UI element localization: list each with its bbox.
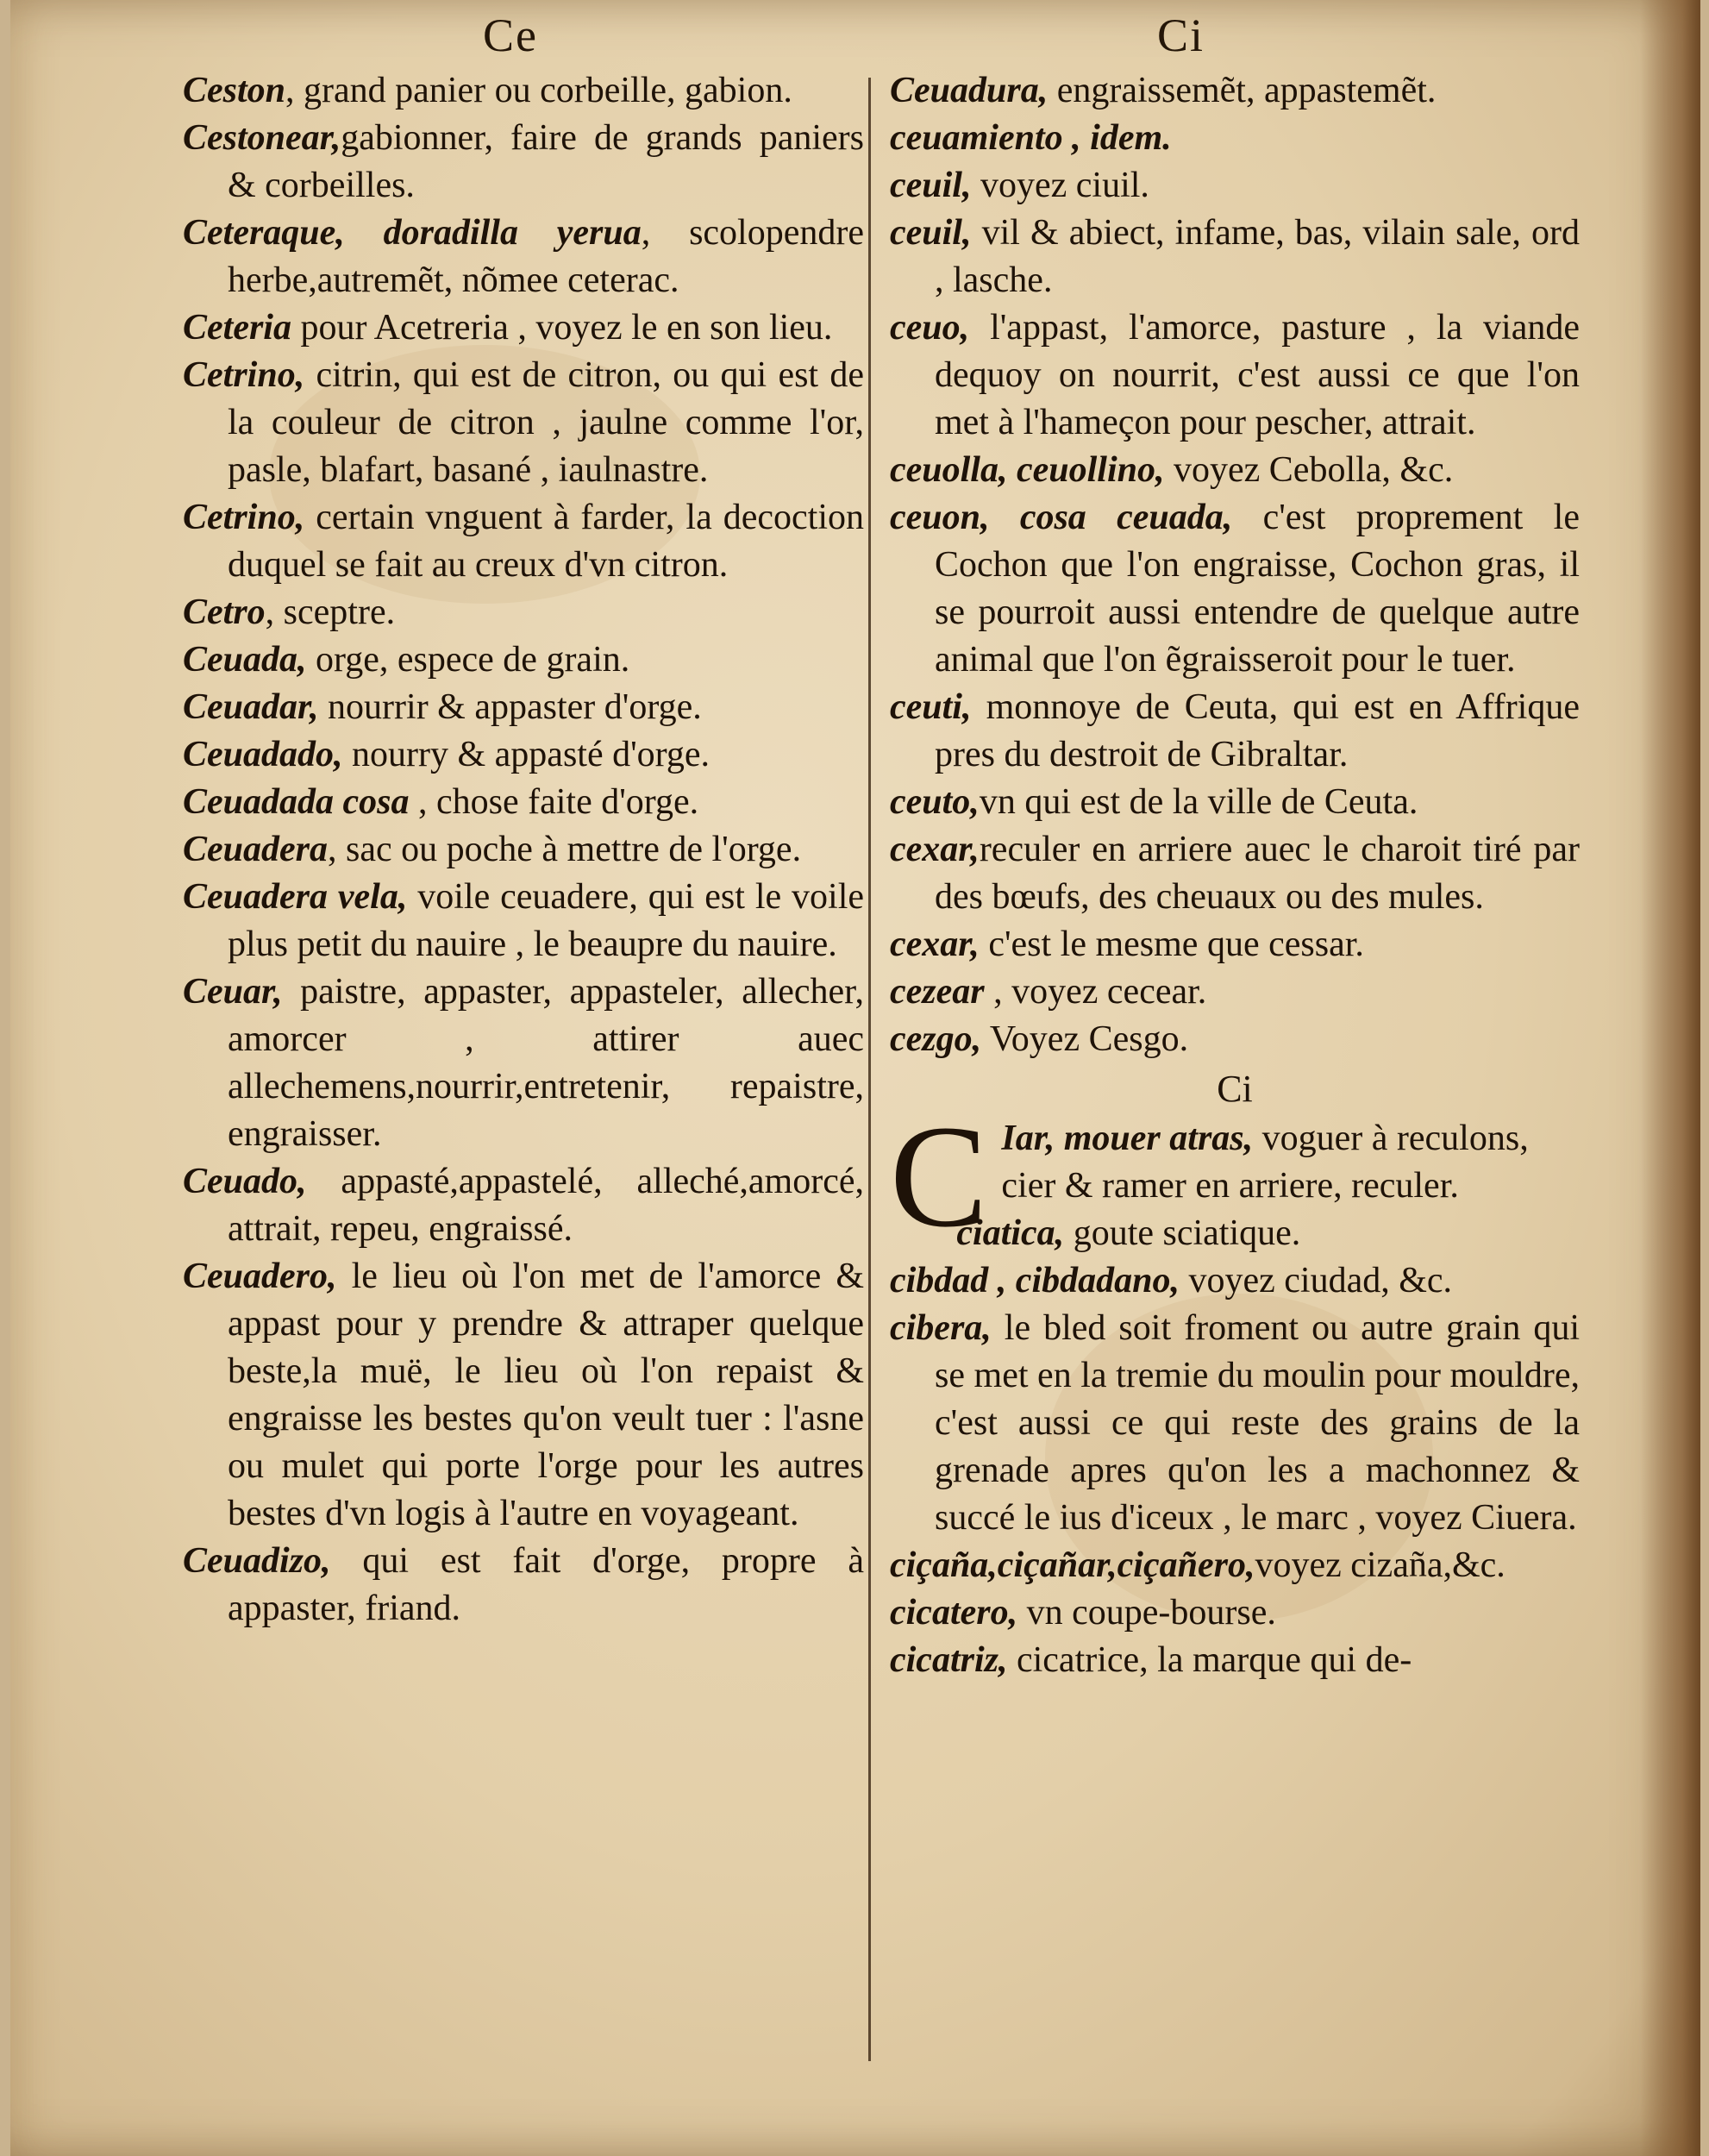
dictionary-entry	[890, 1637, 1580, 1684]
entry-headword: cexar,	[890, 924, 980, 964]
entry-definition: voile ceuadere, qui est le voile plus petit du nauire , le beaupre du nauire.	[228, 877, 865, 964]
right-column	[890, 67, 1580, 1684]
entry-headword: Ceuadar,	[183, 687, 319, 727]
dictionary-entry	[890, 210, 1580, 304]
entry-headword: ciçaña,ciçañar,ciçañero,	[890, 1545, 1255, 1585]
entry-headword: ceuamiento , idem.	[890, 118, 1172, 158]
entry-definition: certain vnguent à farder, la decoction duquel se fait au creux d'vn citron.	[228, 498, 864, 585]
entry-definition: voyez ciudad, &c.	[1179, 1261, 1453, 1300]
entry-definition: c'est le mesme que cessar.	[979, 924, 1364, 964]
dictionary-entry	[890, 162, 1580, 210]
entry-definition: , sceptre.	[265, 592, 396, 632]
entry-definition: engraissemẽt, appastemẽt.	[1048, 71, 1437, 110]
dictionary-entry	[890, 1305, 1580, 1542]
dictionary-entry	[183, 494, 864, 589]
entry-definition: , sac ou poche à mettre de l'orge.	[328, 830, 802, 869]
entry-definition: vil & abiect, infame, bas, vilain sale, ord , lasche.	[935, 213, 1580, 300]
entry-headword: ciatica,	[956, 1213, 1065, 1253]
entry-definition: le bled soit froment ou autre grain qui se met en la tremie du moulin pour mouldre, c'est aussi ce qui reste des grains de la grenade apres qu'on les a machonnez & succé le ius d'iceux , le marc , voyez Ciuera.	[935, 1308, 1580, 1538]
entry-headword: Cestonear,	[183, 118, 341, 158]
page-edge-shadow	[1640, 0, 1700, 2156]
entry-definition: nourry & appasté d'orge.	[342, 735, 711, 774]
entry-headword: Cetrino,	[183, 355, 305, 395]
dictionary-entry	[890, 1210, 1580, 1257]
entry-definition: citrin, qui est de citron, ou qui est de la couleur de citron , jaulne comme l'or, pasle, blafart, basané , iaulnastre.	[228, 355, 864, 490]
entry-headword: Ceuadura,	[890, 71, 1049, 110]
entry-headword: cezear	[890, 972, 985, 1012]
drop-cap-letter: C	[890, 1095, 988, 1257]
entry-definition: vn coupe-bourse.	[1017, 1593, 1276, 1633]
entry-headword: Ceuar,	[183, 972, 283, 1012]
dictionary-entry	[183, 968, 864, 1158]
entry-definition: , scolopendre herbe,autremẽt, nõmee ceterac.	[228, 213, 864, 300]
dictionary-entry	[890, 304, 1580, 447]
dictionary-entry	[183, 684, 864, 731]
entry-headword: cicatriz,	[890, 1640, 1008, 1680]
entry-headword: Cetrino,	[183, 498, 305, 537]
right-column-entries	[890, 67, 1580, 1063]
dictionary-entry	[183, 1538, 864, 1633]
entry-definition: Voyez Cesgo.	[981, 1019, 1189, 1059]
entry-definition: gabionner, faire de grands paniers & corbeilles.	[228, 118, 864, 205]
dictionary-entry	[890, 115, 1580, 162]
entry-definition: nourrir & appaster d'orge.	[318, 687, 702, 727]
entry-definition: , grand panier ou corbeille, gabion.	[285, 71, 792, 110]
entry-definition: , voyez cecear.	[984, 972, 1207, 1012]
entry-definition: orge, espece de grain.	[306, 640, 630, 680]
entry-headword: Ceuadera vela,	[183, 877, 408, 917]
entry-definition: cicatrice, la marque qui de-	[1007, 1640, 1412, 1680]
entry-definition: goute sciatique.	[1064, 1213, 1301, 1253]
dictionary-entry	[183, 874, 864, 968]
entry-headword: ceuto,	[890, 782, 980, 822]
entry-headword: cicatero,	[890, 1593, 1018, 1633]
dictionary-entry	[890, 1542, 1580, 1589]
dictionary-entry	[183, 115, 864, 210]
entry-headword: Ceteraque, doradilla yerua	[183, 213, 642, 253]
right-column-entries-after	[890, 1210, 1580, 1684]
entry-definition: le lieu où l'on met de l'amorce & appast pour y prendre & attraper quelque beste,la muë, le lieu où l'on repaist & engraisse les bestes qu'on veult tuer : l'asne ou mulet qui porte l'orge pour les autres bestes d'vn logis à l'autre en voyageant.	[228, 1257, 864, 1533]
entry-headword: Ceuadado,	[183, 735, 343, 774]
dictionary-entry	[890, 1016, 1580, 1063]
entry-headword: ceuolla, ceuollino,	[890, 450, 1165, 490]
entry-headword: ceuil,	[890, 166, 972, 205]
entry-headword: Ceteria	[183, 308, 291, 348]
dictionary-entry	[183, 352, 864, 494]
dictionary-entry	[183, 304, 864, 352]
dictionary-entry	[890, 968, 1580, 1016]
dictionary-entry	[890, 447, 1580, 494]
left-column	[183, 67, 864, 1633]
entry-headword: Cetro	[183, 592, 266, 632]
right-running-head: Ci	[1157, 9, 1205, 61]
dictionary-entry	[890, 67, 1580, 115]
dictionary-entry	[890, 826, 1580, 921]
column-divider	[868, 78, 871, 2061]
entry-definition: voyez cizaña,&c.	[1255, 1545, 1506, 1585]
entry-headword: cibdad , cibdadano,	[890, 1261, 1180, 1300]
dictionary-entry	[890, 1589, 1580, 1637]
dictionary-entry	[890, 779, 1580, 826]
entry-headword: cexar,	[890, 830, 980, 869]
entry-definition: paistre, appaster, appasteler, allecher, amorcer , attirer auec allechemens,nourrir,entretenir, repaistre, engraisser.	[228, 972, 864, 1154]
dictionary-entry	[890, 1257, 1580, 1305]
entry-headword: Ceuadero,	[183, 1257, 337, 1296]
entry-definition: vn qui est de la ville de Ceuta.	[979, 782, 1418, 822]
entry-headword: Ceuadada cosa	[183, 782, 410, 822]
dictionary-entry	[183, 67, 864, 115]
entry-definition: voyez ciuil.	[971, 166, 1149, 205]
entry-headword: Ceuada,	[183, 640, 307, 680]
dictionary-entry	[183, 826, 864, 874]
entry-definition: voyez Cebolla, &c.	[1164, 450, 1454, 490]
entry-definition: l'appast, l'amorce, pasture , la viande dequoy on nourrit, c'est aussi ce que l'on met à l'hameçon pour pescher, attrait.	[935, 308, 1580, 442]
entry-headword: cezgo,	[890, 1019, 982, 1059]
dictionary-entry	[183, 779, 864, 826]
dictionary-entry	[183, 636, 864, 684]
entry-definition: , chose faite d'orge.	[409, 782, 699, 822]
entry-headword: Ceuadera	[183, 830, 328, 869]
left-running-head: Ce	[483, 9, 538, 61]
entry-headword: ceuti,	[890, 687, 972, 727]
entry-definition: pour Acetreria , voyez le en son lieu.	[291, 308, 833, 348]
entry-headword: Ceuado,	[183, 1162, 307, 1201]
dictionary-entry	[183, 210, 864, 304]
dictionary-entry	[183, 589, 864, 636]
entry-headword: ceuo,	[890, 308, 970, 348]
entry-headword: Ceuadizo,	[183, 1541, 331, 1581]
entry-headword: cibera,	[890, 1308, 992, 1348]
book-page	[10, 0, 1700, 2156]
entry-definition: qui est fait d'orge, propre à appaster, friand.	[228, 1541, 864, 1628]
entry-definition: voguer à reculons, cier & ramer en arriere, reculer.	[1001, 1119, 1529, 1206]
entry-definition: reculer en arriere auec le charoit tiré par des bœufs, des cheuaux ou des mules.	[935, 830, 1580, 917]
entry-definition: c'est proprement le Cochon que l'on engraisse, Cochon gras, il se pourroit aussi entendre de quelque autre animal que l'on ẽgraisseroit pour le tuer.	[935, 498, 1580, 680]
dictionary-entry	[183, 731, 864, 779]
dictionary-entry	[890, 921, 1580, 968]
section-heading: Ci	[1217, 1068, 1253, 1110]
entry-definition: appasté,appastelé, alleché,amorcé, attrait, repeu, engraissé.	[228, 1162, 864, 1249]
entry-headword: ceuon, cosa ceuada,	[890, 498, 1233, 537]
dictionary-entry	[890, 684, 1580, 779]
dictionary-entry	[183, 1253, 864, 1538]
entry-definition: monnoye de Ceuta, qui est en Affrique pres du destroit de Gibraltar.	[935, 687, 1580, 774]
dictionary-entry	[890, 494, 1580, 684]
entry-headword: Iar, mouer atras,	[1001, 1119, 1254, 1158]
entry-headword: ceuil,	[890, 213, 972, 253]
dictionary-entry	[183, 1158, 864, 1253]
entry-headword: Ceston	[183, 71, 286, 110]
